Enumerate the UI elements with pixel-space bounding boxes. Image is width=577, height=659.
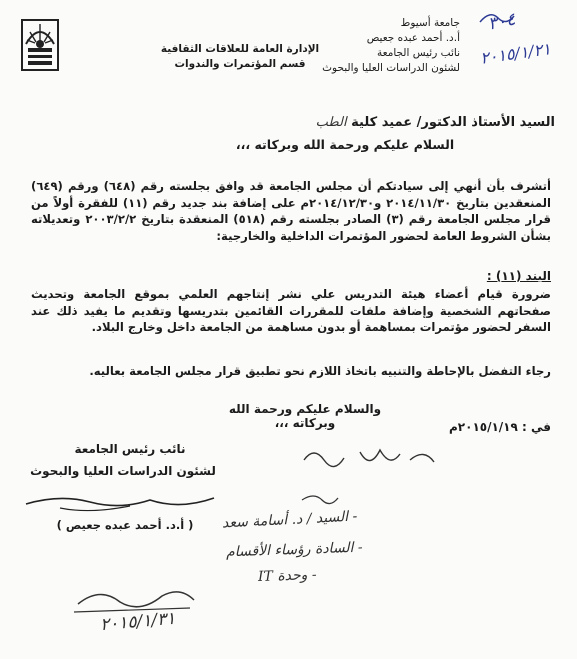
sender-name: أ.د. أحمد عبده جعيص [366, 32, 460, 44]
distribution-note-3: - وحدة IT [257, 566, 317, 586]
salutation-faculty: الطب [315, 115, 347, 130]
distribution-note-2: - السادة رؤساء الأقسام [225, 539, 363, 561]
sender-office: لشئون الدراسات العليا والبحوث [322, 62, 460, 74]
department-name: الإدارة العامة للعلاقات الثقافية [160, 43, 320, 55]
paragraph-intro: أتشرف بأن أنهي إلى سيادتكم أن مجلس الجامعة قد وافق بجلسته رقم (٦٤٨) ورقم (٦٤٩) المنعقدين بتاريخ ٢٠١٤/١١/٣٠ و٢٠١٤/١٢/٣٠م على إضافة بند جديد رقم (١١) للفقرة أولاً من قرار مجلس الجامعة رقم (٣) الصادر بجلسته رقم (٥١٨) المنعقدة بتاريخ ٢٠٠٣/٢/٢ وتعديلاته بشأن الشروط العامة لحضور المؤتمرات الداخلية والخارجية: [31, 179, 552, 243]
paragraph-clause: ضرورة قيام أعضاء هيئة التدريس علي نشر إنتاجهم العلمي بموقع الجامعة وتحديث صفحاتهم الشخصية وإضافة ملفات للمقررات القائمين بتدريسها وتقديم ما يفيد ذلك عند السفر لحضور مؤتمرات بمساهمة أو بدون مساهمة من الجامعة داخل وخارج البلاد. [31, 287, 551, 334]
salutation [210, 115, 555, 130]
signature-title: نائب رئيس الجامعة [74, 442, 186, 456]
bottom-signature [70, 582, 200, 616]
stamp-scribble [478, 8, 518, 28]
clause-title: البند (١١) : [486, 269, 551, 283]
signature-office: لشئون الدراسات العليا والبحوث [30, 464, 216, 478]
university-emblem-icon [16, 14, 64, 76]
signatory-name: ( أ.د. أحمد عبده جعيص ) [56, 518, 194, 532]
bottom-handwritten-date: ٢٠١٥/١/٣١ [99, 608, 177, 636]
handwritten-initials [300, 440, 440, 480]
letter-date: في : ٢٠١٥/١/١٩م [449, 420, 551, 434]
incoming-number-stamp: ٣٠٤ [486, 9, 518, 35]
section-name: قسم المؤتمرات والندوات [174, 58, 306, 70]
sender-title: نائب رئيس الجامعة [377, 47, 460, 59]
incoming-date-stamp: ٢٠١٥/١/٢١ [479, 39, 552, 68]
signature-scribble [20, 488, 220, 518]
sender-header [270, 16, 460, 76]
salutation-text: السيد الأستاذ الدكتور/ عميد كلية [351, 115, 555, 130]
paragraph-request: رجاء التفضل بالإحاطة والتنبيه باتخاذ اللازم نحو تطبيق قرار مجلس الجامعة بعاليه. [89, 364, 551, 378]
closing: والسلام عليكم ورحمة الله وبركاته ،،، [228, 402, 382, 430]
university-name: جامعة أسيوط [400, 17, 460, 29]
handwritten-mark [300, 492, 340, 506]
distribution-note-1: - السيد / د. أسامة سعد [221, 508, 358, 532]
greeting: السلام عليكم ورحمة الله وبركاته ،،، [235, 137, 455, 152]
